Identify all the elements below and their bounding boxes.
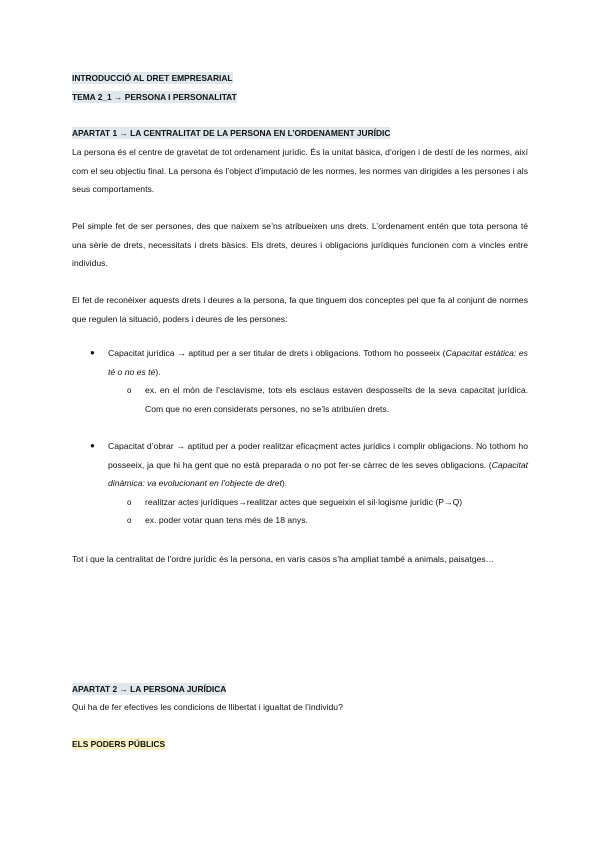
section2-subheading: ELS PODERS PÚBLICS xyxy=(72,739,166,749)
sub-bullet-circle: o xyxy=(127,386,132,395)
bullet-end: ). xyxy=(281,478,288,488)
section2-heading: APARTAT 2 → LA PERSONA JURÍDICA xyxy=(72,684,227,694)
bullet-dot: ● xyxy=(90,441,95,450)
section1-heading: APARTAT 1 → LA CENTRALITAT DE LA PERSONA EN L’ORDENAMENT JURÍDIC xyxy=(72,128,391,138)
sub-bullet-actes-juridics: realitzar actes jurídiques→realitzar actes que segueixin el sil·logisme jurídic (P→Q) xyxy=(145,497,463,507)
sub-bullet-esclavisme: ex. en el món de l’esclavisme, tots els esclaus estaven desposseïts de la seva capacitat jurídica. Com que no eren considerats persones, no se’ls atribuïen drets. xyxy=(145,385,528,414)
paragraph-3: El fet de reconèixer aquests drets i deures a la persona, fa que tinguem dos conceptes pel que fa al conjunt de normes que regulen la situació, poders i deures de les persones: xyxy=(72,295,528,324)
sub-bullet-circle: o xyxy=(127,498,132,507)
bullet-italic: Capacitat estàtica: es té o no es té xyxy=(108,348,528,377)
bullet-text: Capacitat d’obrar → aptitud per a poder realitzar eficaçment actes jurídics i complir obligacions. No tothom ho posseeix, ja que hi ha gent que no està preparada o no pot fer-se càrrec de les seves obligacions. ( xyxy=(108,441,528,470)
sub-bullet-circle: o xyxy=(127,516,132,525)
bullet-capacitat-juridica xyxy=(108,344,528,381)
section2-question: Qui ha de fer efectives les condicions de llibertat i igualtat de l’individu? xyxy=(72,702,343,712)
bullet-end: ). xyxy=(155,366,161,377)
bullet-text: Capacitat jurídica → aptitud per a ser titular de drets i obligacions. Tothom ho posseeix ( xyxy=(108,348,446,358)
sub-bullet-votar: ex. poder votar quan tens més de 18 anys. xyxy=(145,515,308,525)
paragraph-1: La persona és el centre de gravetat de tot ordenament jurídic. És la unitat bàsica, d’origen i de destí de les normes, així com el seu objectiu final. La persona és l’object d’imputació de les normes, les normes van dirigides a les persones i als seus comportaments. xyxy=(72,147,528,194)
paragraph-2: Pel simple fet de ser persones, des que naixem se’ns atribueixen uns drets. L’ordenament entén que tota persona té una sèrie de drets, necessitats i drets bàsics. Els drets, deures i obligacions jurídiques funcionen com a vincles entre individus. xyxy=(72,221,528,268)
document-title: INTRODUCCIÓ AL DRET EMPRESARIAL xyxy=(72,73,233,83)
bullet-italic: Capacitat dinàmica: va evolucionant en l’objecte de dret xyxy=(108,459,528,488)
bullet-capacitat-obrar xyxy=(108,437,528,493)
bullet-dot: ● xyxy=(90,348,95,357)
paragraph-4: Tot i que la centralitat de l’ordre jurídic és la persona, en varis casos s’ha ampliat també a animals, paisatges… xyxy=(72,554,495,564)
document-subtitle: TEMA 2_1 → PERSONA I PERSONALITAT xyxy=(72,92,237,102)
